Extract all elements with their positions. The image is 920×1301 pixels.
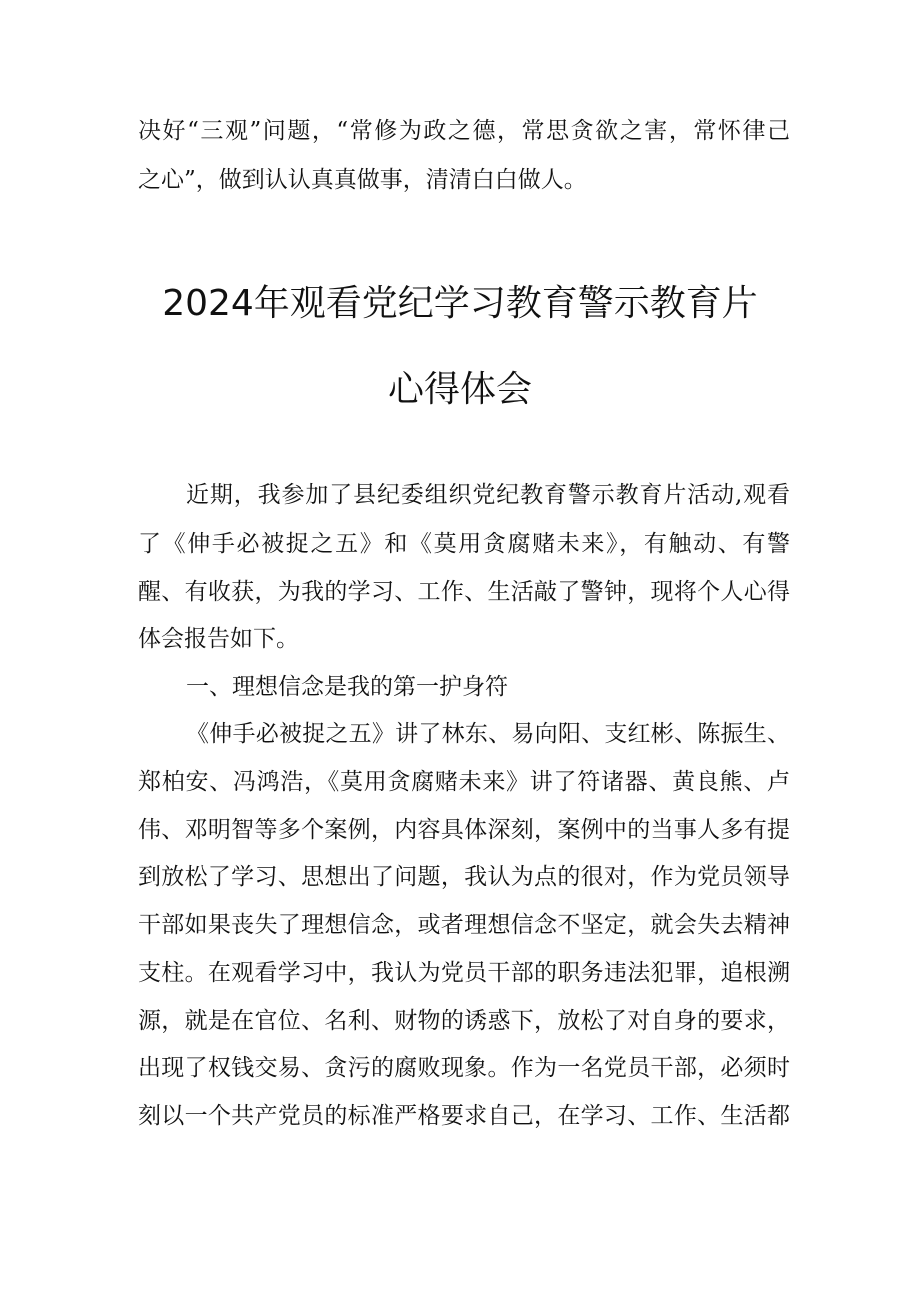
para2-line-6: 支柱。在观看学习中，我认为党员干部的职务违法犯罪，追根溯 — [138, 960, 790, 986]
para2-line-8: 出现了权钱交易、贪污的腐败现象。作为一名党员干部，必须时 — [138, 1055, 790, 1081]
para2-line-9: 刻以一个共产党员的标准严格要求自己，在学习、工作、生活都 — [138, 1103, 790, 1129]
intro-line-2: 之心”，做到认认真真做事，清清白白做人。 — [138, 167, 587, 193]
para2-line-5: 干部如果丧失了理想信念，或者理想信念不坚定，就会失去精神 — [138, 912, 790, 938]
para2-line-1: 《伸手必被捉之五》讲了林东、易向阳、支红彬、陈振生、 — [186, 721, 790, 747]
para1-line-2: 了《伸手必被捉之五》和《莫用贪腐赌未来》，有触动、有警 — [138, 531, 790, 557]
para2-line-7: 源，就是在官位、名利、财物的诱惑下，放松了对自身的要求， — [138, 1008, 790, 1034]
document-title-line-2: 心得体会 — [387, 369, 532, 410]
para2-line-3: 伟、邓明智等多个案例，内容具体深刻，案例中的当事人多有提 — [138, 817, 790, 843]
intro-line-1: 决好“三观”问题，“常修为政之德，常思贪欲之害，常怀律己 — [138, 118, 790, 144]
document-title-line-1: 2024年观看党纪学习教育警示教育片 — [162, 283, 758, 324]
para1-line-4: 体会报告如下。 — [138, 626, 299, 652]
para2-line-4: 到放松了学习、思想出了问题，我认为点的很对，作为党员领导 — [138, 864, 790, 890]
para2-line-2: 郑柏安、冯鸿浩，《莫用贪腐赌未来》讲了符诸器、黄良熊、卢 — [138, 769, 790, 795]
para1-line-3: 醒、有收获，为我的学习、工作、生活敲了警钟，现将个人心得 — [138, 579, 790, 605]
section-heading-1: 一、理想信念是我的第一护身符 — [186, 674, 508, 700]
para1-line-1: 近期，我参加了县纪委组织党纪教育警示教育片活动,观看 — [186, 482, 790, 508]
